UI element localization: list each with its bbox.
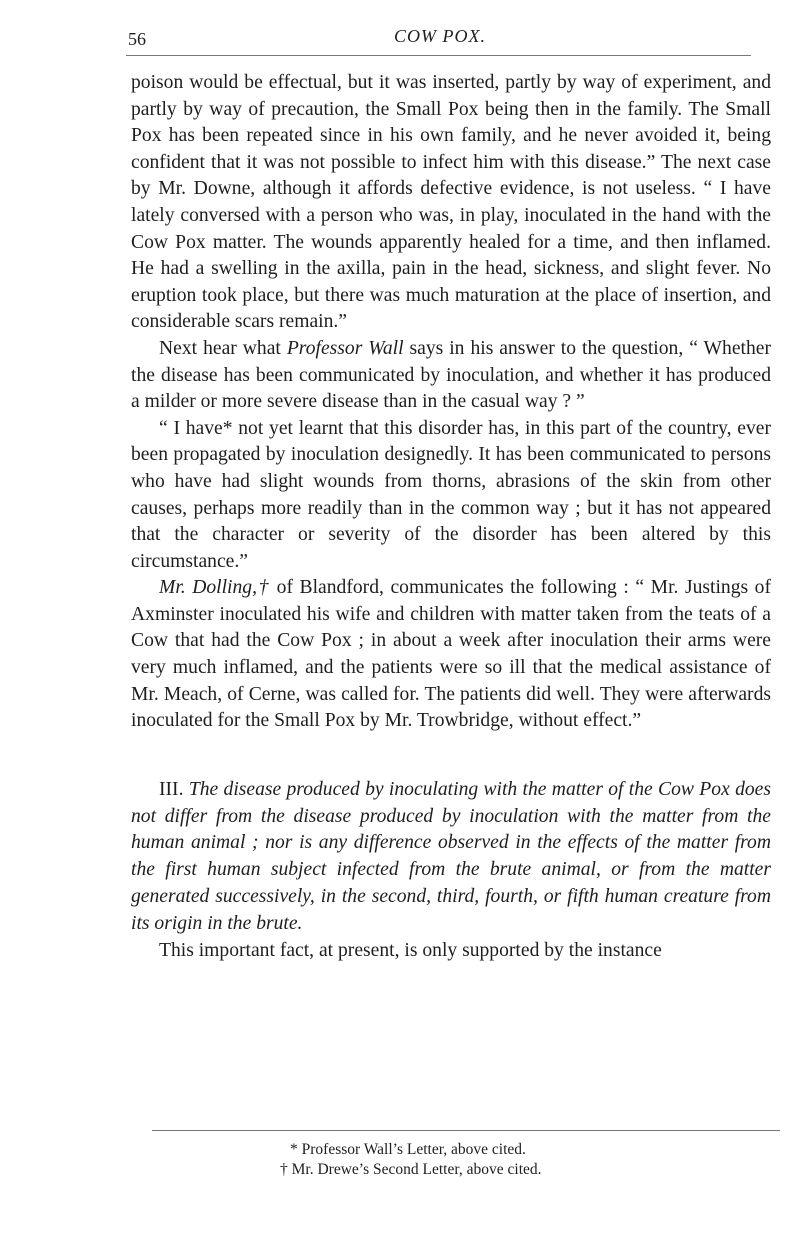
header-rule	[126, 55, 751, 56]
professor-wall-name: Professor Wall	[286, 337, 404, 359]
paragraph-2: Next hear what Professor Wall says in his answer to the question, “ Whether the disease has been communicated by inoculation, and whether it has produced a milder or more severe disease than in the casual way ? ”	[131, 337, 771, 413]
footnote-1: * Professor Wall’s Letter, above cited.	[290, 1141, 526, 1158]
paragraph-5: This important fact, at present, is only supported by the instance	[159, 939, 662, 961]
page-number: 56	[128, 29, 146, 49]
body-text	[131, 70, 771, 964]
section-iii	[131, 777, 771, 938]
section-number: III.	[159, 778, 184, 800]
paragraph-1: poison would be effectual, but it was inserted, partly by way of experiment, and partly by way of precaution, the Small Pox being then in the family. The Small Pox has been repeated since in his own family, and he never avoided it, being confident that it was not possible to infect him with this disease.” The next case by Mr. Downe, although it affords defective evidence, is not useless. “ I have lately conversed with a person who was, in play, inoculated in the hand with the Cow Pox matter. The wounds apparently healed for a time, and then inflamed. He had a swelling in the axilla, pain in the head, sickness, and slight fever. No eruption took place, but there was much maturation at the place of insertion, and considerable scars remain.”	[131, 72, 771, 333]
section-heading-text: The disease produced by inoculating with the matter of the Cow Pox does not differ from the disease produced by inoculation with the matter from the human animal ; nor is any difference observed in the effects of the matter from the first human subject infected from the brute animal, or from the matter generated successively, in the second, third, fourth, or fifth human creature from its origin in the brute.	[131, 778, 772, 934]
mr-dolling-name: Mr. Dolling,†	[159, 577, 271, 599]
paragraph-4: Mr. Dolling,† of Blandford, communicates the following : “ Mr. Justings of Axminster inoculated his wife and children with matter taken from the teats of a Cow that had the Cow Pox ; in about a week after inoculation their arms were very much inflamed, and the patients were so ill that the medical assistance of Mr. Meach, of Cerne, was called for. The patients did well. They were afterwards inoculated for the Small Pox by Mr. Trowbridge, without effect.”	[131, 577, 772, 732]
page-header	[0, 0, 800, 60]
footnote-rule	[152, 1130, 780, 1131]
footnotes	[0, 1140, 800, 1180]
footnote-2: † Mr. Drewe’s Second Letter, above cited.	[280, 1161, 542, 1178]
running-head: COW POX.	[394, 26, 486, 46]
paragraph-3: “ I have* not yet learnt that this disorder has, in this part of the country, ever been propagated by inoculation designedly. It has been communicated to persons who have had slight wounds from thorns, abrasions of the skin from other causes, perhaps more readily than in the common way ; but it has not appeared that the character or severity of the disorder has been altered by this circumstance.”	[131, 417, 771, 572]
